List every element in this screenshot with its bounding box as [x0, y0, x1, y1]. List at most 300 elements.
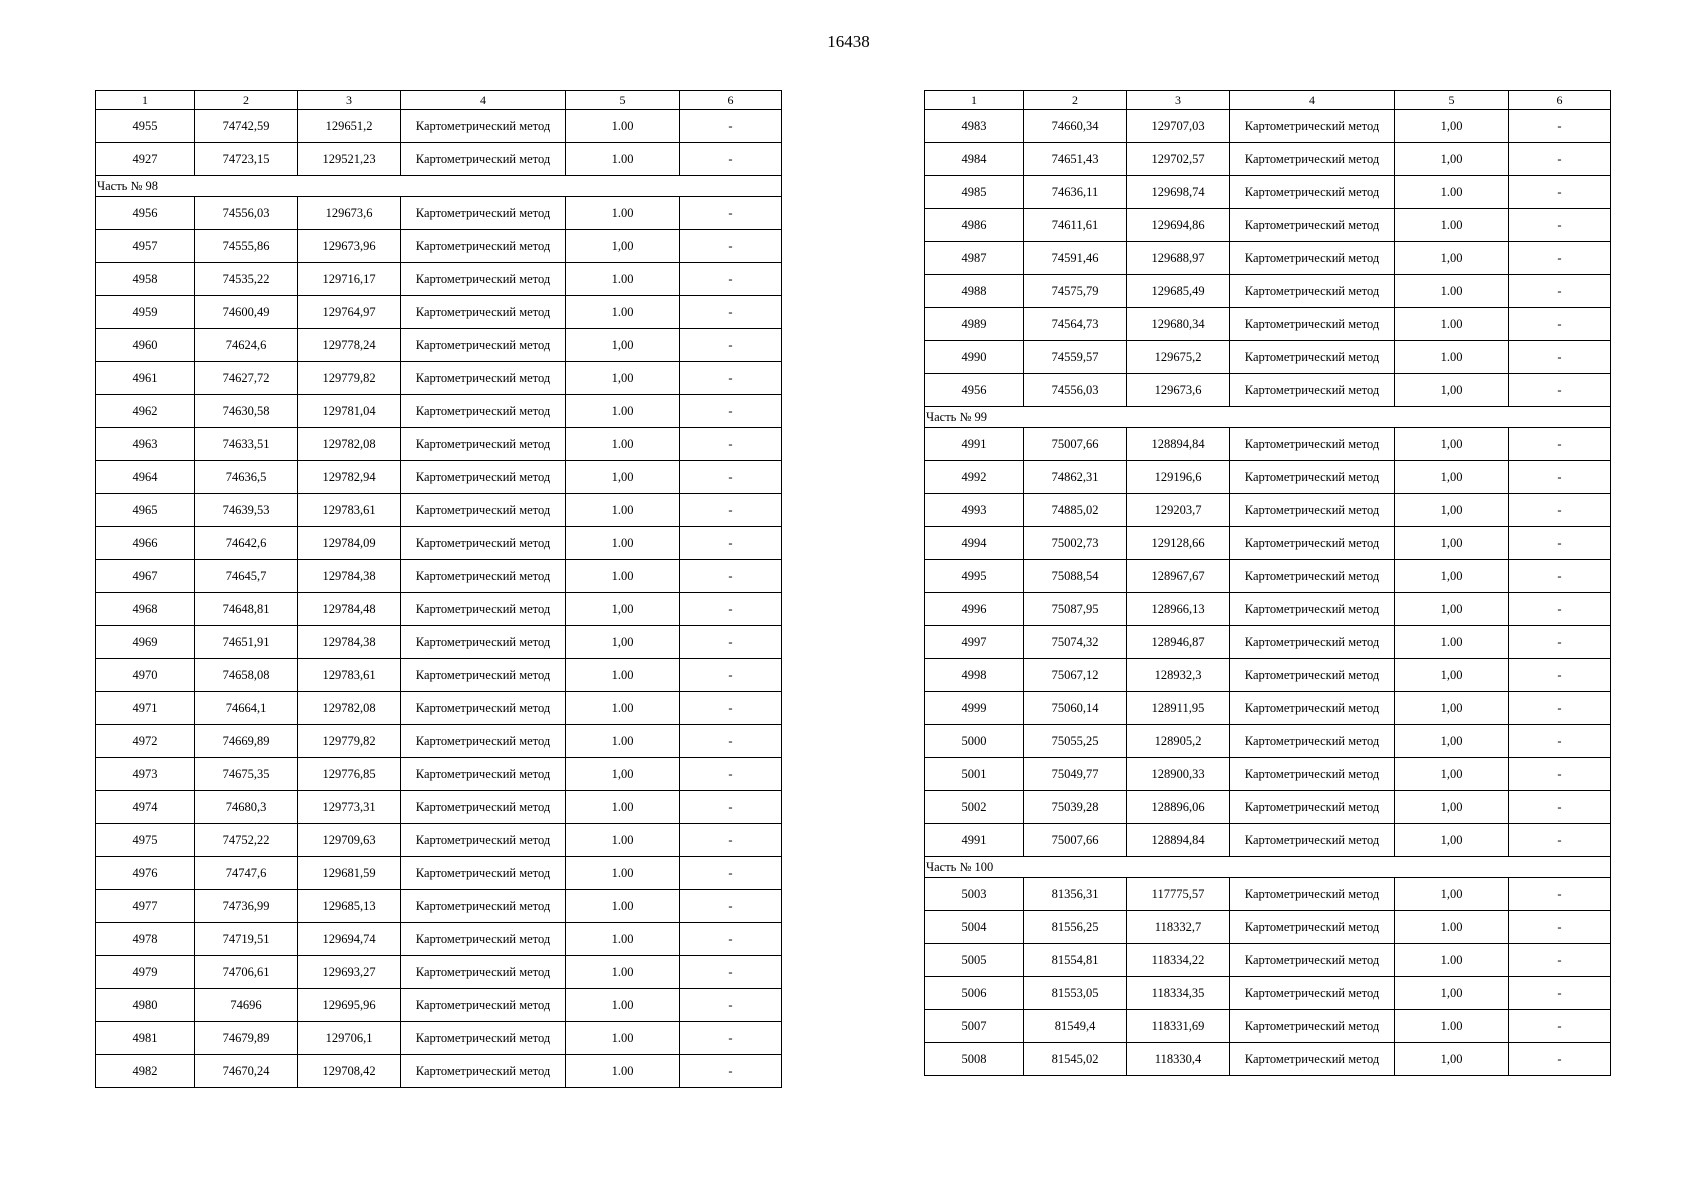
description-cell: - [680, 143, 782, 176]
x-coordinate-cell: 81545,02 [1024, 1043, 1127, 1076]
accuracy-cell: 1.00 [1395, 275, 1509, 308]
y-coordinate-cell: 128894,84 [1127, 824, 1230, 857]
description-cell: - [680, 659, 782, 692]
point-number-cell: 4975 [96, 824, 195, 857]
y-coordinate-cell: 118332,7 [1127, 911, 1230, 944]
y-coordinate-cell: 128967,67 [1127, 560, 1230, 593]
table-row [96, 725, 782, 758]
point-number-cell: 4996 [925, 593, 1024, 626]
method-cell: Картометрический метод [1230, 341, 1395, 374]
point-number-cell: 4997 [925, 626, 1024, 659]
x-coordinate-cell: 74675,35 [195, 758, 298, 791]
x-coordinate-cell: 74648,81 [195, 593, 298, 626]
accuracy-cell: 1.00 [566, 110, 680, 143]
table-row [96, 626, 782, 659]
column-header: 3 [298, 91, 401, 110]
method-cell: Картометрический метод [1230, 110, 1395, 143]
table-row [96, 296, 782, 329]
x-coordinate-cell: 74670,24 [195, 1055, 298, 1088]
accuracy-cell: 1.00 [1395, 176, 1509, 209]
table-row [925, 791, 1611, 824]
description-cell: - [1509, 659, 1611, 692]
method-cell: Картометрический метод [1230, 626, 1395, 659]
point-number-cell: 4982 [96, 1055, 195, 1088]
accuracy-cell: 1,00 [566, 329, 680, 362]
accuracy-cell: 1,00 [1395, 1043, 1509, 1076]
description-cell: - [1509, 428, 1611, 461]
accuracy-cell: 1,00 [566, 362, 680, 395]
method-cell: Картометрический метод [1230, 911, 1395, 944]
point-number-cell: 4990 [925, 341, 1024, 374]
description-cell: - [1509, 275, 1611, 308]
accuracy-cell: 1.00 [566, 824, 680, 857]
point-number-cell: 4961 [96, 362, 195, 395]
method-cell: Картометрический метод [401, 494, 566, 527]
x-coordinate-cell: 74591,46 [1024, 242, 1127, 275]
x-coordinate-cell: 74669,89 [195, 725, 298, 758]
x-coordinate-cell: 74556,03 [195, 197, 298, 230]
accuracy-cell: 1.00 [566, 890, 680, 923]
method-cell: Картометрический метод [401, 989, 566, 1022]
description-cell: - [680, 857, 782, 890]
method-cell: Картометрический метод [401, 230, 566, 263]
method-cell: Картометрический метод [401, 461, 566, 494]
y-coordinate-cell: 128911,95 [1127, 692, 1230, 725]
table-row [96, 1055, 782, 1088]
method-cell: Картометрический метод [401, 923, 566, 956]
point-number-cell: 5000 [925, 725, 1024, 758]
description-cell: - [680, 197, 782, 230]
point-number-cell: 4999 [925, 692, 1024, 725]
part-heading-row [925, 857, 1611, 878]
description-cell: - [1509, 176, 1611, 209]
x-coordinate-cell: 74633,51 [195, 428, 298, 461]
page-number: 16438 [827, 32, 870, 51]
method-cell: Картометрический метод [401, 428, 566, 461]
accuracy-cell: 1.00 [566, 725, 680, 758]
table-row [925, 977, 1611, 1010]
x-coordinate-cell: 74627,72 [195, 362, 298, 395]
description-cell: - [680, 230, 782, 263]
y-coordinate-cell: 129707,03 [1127, 110, 1230, 143]
point-number-cell: 4971 [96, 692, 195, 725]
x-coordinate-cell: 74723,15 [195, 143, 298, 176]
accuracy-cell: 1.00 [566, 659, 680, 692]
y-coordinate-cell: 129685,13 [298, 890, 401, 923]
table-row [96, 824, 782, 857]
method-cell: Картометрический метод [401, 659, 566, 692]
method-cell: Картометрический метод [1230, 527, 1395, 560]
point-number-cell: 4983 [925, 110, 1024, 143]
accuracy-cell: 1.00 [566, 1055, 680, 1088]
description-cell: - [680, 593, 782, 626]
y-coordinate-cell: 129783,61 [298, 659, 401, 692]
accuracy-cell: 1.00 [566, 1022, 680, 1055]
x-coordinate-cell: 74624,6 [195, 329, 298, 362]
y-coordinate-cell: 129779,82 [298, 362, 401, 395]
description-cell: - [680, 791, 782, 824]
description-cell: - [1509, 527, 1611, 560]
point-number-cell: 5005 [925, 944, 1024, 977]
method-cell: Картометрический метод [401, 626, 566, 659]
x-coordinate-cell: 74611,61 [1024, 209, 1127, 242]
method-cell: Картометрический метод [401, 725, 566, 758]
x-coordinate-cell: 75002,73 [1024, 527, 1127, 560]
description-cell: - [1509, 944, 1611, 977]
point-number-cell: 4956 [96, 197, 195, 230]
y-coordinate-cell: 129782,08 [298, 428, 401, 461]
method-cell: Картометрический метод [401, 527, 566, 560]
x-coordinate-cell: 74706,61 [195, 956, 298, 989]
accuracy-cell: 1,00 [1395, 692, 1509, 725]
description-cell: - [680, 989, 782, 1022]
y-coordinate-cell: 129688,97 [1127, 242, 1230, 275]
point-number-cell: 4955 [96, 110, 195, 143]
y-coordinate-cell: 129673,6 [298, 197, 401, 230]
point-number-cell: 4968 [96, 593, 195, 626]
point-number-cell: 4981 [96, 1022, 195, 1055]
column-header: 6 [1509, 91, 1611, 110]
column-header: 2 [1024, 91, 1127, 110]
y-coordinate-cell: 129709,63 [298, 824, 401, 857]
y-coordinate-cell: 118331,69 [1127, 1010, 1230, 1043]
point-number-cell: 4976 [96, 857, 195, 890]
column-header: 4 [1230, 91, 1395, 110]
accuracy-cell: 1,00 [1395, 878, 1509, 911]
column-header: 5 [566, 91, 680, 110]
accuracy-cell: 1.00 [1395, 626, 1509, 659]
method-cell: Картометрический метод [401, 758, 566, 791]
table-row [925, 911, 1611, 944]
y-coordinate-cell: 129698,74 [1127, 176, 1230, 209]
accuracy-cell: 1,00 [1395, 461, 1509, 494]
y-coordinate-cell: 129694,86 [1127, 209, 1230, 242]
method-cell: Картометрический метод [1230, 143, 1395, 176]
y-coordinate-cell: 129776,85 [298, 758, 401, 791]
method-cell: Картометрический метод [401, 263, 566, 296]
column-header: 3 [1127, 91, 1230, 110]
description-cell: - [1509, 692, 1611, 725]
description-cell: - [680, 362, 782, 395]
x-coordinate-cell: 81556,25 [1024, 911, 1127, 944]
x-coordinate-cell: 74747,6 [195, 857, 298, 890]
description-cell: - [680, 329, 782, 362]
table-body-right [925, 91, 1611, 1076]
description-cell: - [1509, 110, 1611, 143]
table-row [96, 197, 782, 230]
point-number-cell: 5001 [925, 758, 1024, 791]
table-row [925, 878, 1611, 911]
x-coordinate-cell: 75074,32 [1024, 626, 1127, 659]
accuracy-cell: 1,00 [1395, 242, 1509, 275]
y-coordinate-cell: 129673,6 [1127, 374, 1230, 407]
point-number-cell: 4979 [96, 956, 195, 989]
point-number-cell: 4978 [96, 923, 195, 956]
description-cell: - [680, 692, 782, 725]
x-coordinate-cell: 75088,54 [1024, 560, 1127, 593]
description-cell: - [680, 725, 782, 758]
table-row [96, 560, 782, 593]
x-coordinate-cell: 74742,59 [195, 110, 298, 143]
accuracy-cell: 1.00 [566, 956, 680, 989]
y-coordinate-cell: 129651,2 [298, 110, 401, 143]
x-coordinate-cell: 74680,3 [195, 791, 298, 824]
point-number-cell: 4984 [925, 143, 1024, 176]
part-heading-row [925, 407, 1611, 428]
part-heading: Часть № 99 [925, 407, 1611, 428]
y-coordinate-cell: 129784,38 [298, 626, 401, 659]
y-coordinate-cell: 129673,96 [298, 230, 401, 263]
y-coordinate-cell: 129706,1 [298, 1022, 401, 1055]
table-row [96, 395, 782, 428]
method-cell: Картометрический метод [401, 593, 566, 626]
y-coordinate-cell: 129521,23 [298, 143, 401, 176]
table-row [96, 494, 782, 527]
point-number-cell: 4959 [96, 296, 195, 329]
method-cell: Картометрический метод [401, 791, 566, 824]
x-coordinate-cell: 74564,73 [1024, 308, 1127, 341]
table-row [96, 956, 782, 989]
description-cell: - [1509, 461, 1611, 494]
accuracy-cell: 1,00 [566, 593, 680, 626]
table-header-row [925, 91, 1611, 110]
x-coordinate-cell: 81549,4 [1024, 1010, 1127, 1043]
y-coordinate-cell: 129784,48 [298, 593, 401, 626]
table-row [96, 692, 782, 725]
point-number-cell: 4986 [925, 209, 1024, 242]
accuracy-cell: 1.00 [566, 791, 680, 824]
accuracy-cell: 1.00 [566, 197, 680, 230]
x-coordinate-cell: 74642,6 [195, 527, 298, 560]
y-coordinate-cell: 129694,74 [298, 923, 401, 956]
accuracy-cell: 1.00 [566, 923, 680, 956]
method-cell: Картометрический метод [1230, 275, 1395, 308]
y-coordinate-cell: 128966,13 [1127, 593, 1230, 626]
description-cell: - [1509, 242, 1611, 275]
y-coordinate-cell: 118334,35 [1127, 977, 1230, 1010]
y-coordinate-cell: 129782,08 [298, 692, 401, 725]
point-number-cell: 5002 [925, 791, 1024, 824]
method-cell: Картометрический метод [401, 197, 566, 230]
description-cell: - [1509, 1010, 1611, 1043]
x-coordinate-cell: 74664,1 [195, 692, 298, 725]
table-row [96, 1022, 782, 1055]
description-cell: - [1509, 593, 1611, 626]
x-coordinate-cell: 75060,14 [1024, 692, 1127, 725]
method-cell: Картометрический метод [1230, 560, 1395, 593]
accuracy-cell: 1.00 [566, 296, 680, 329]
y-coordinate-cell: 129681,59 [298, 857, 401, 890]
description-cell: - [1509, 341, 1611, 374]
x-coordinate-cell: 74600,49 [195, 296, 298, 329]
accuracy-cell: 1.00 [1395, 1010, 1509, 1043]
y-coordinate-cell: 129196,6 [1127, 461, 1230, 494]
coordinates-table-left [95, 90, 782, 1088]
table-row [925, 275, 1611, 308]
method-cell: Картометрический метод [1230, 428, 1395, 461]
table-row [925, 725, 1611, 758]
y-coordinate-cell: 129784,38 [298, 560, 401, 593]
method-cell: Картометрический метод [1230, 824, 1395, 857]
y-coordinate-cell: 129203,7 [1127, 494, 1230, 527]
y-coordinate-cell: 128894,84 [1127, 428, 1230, 461]
x-coordinate-cell: 74679,89 [195, 1022, 298, 1055]
description-cell: - [680, 395, 782, 428]
x-coordinate-cell: 75007,66 [1024, 824, 1127, 857]
accuracy-cell: 1.00 [1395, 308, 1509, 341]
accuracy-cell: 1,00 [1395, 527, 1509, 560]
method-cell: Картометрический метод [1230, 593, 1395, 626]
accuracy-cell: 1.00 [1395, 911, 1509, 944]
method-cell: Картометрический метод [1230, 758, 1395, 791]
description-cell: - [1509, 560, 1611, 593]
description-cell: - [680, 956, 782, 989]
table-row [925, 242, 1611, 275]
table-row [96, 593, 782, 626]
x-coordinate-cell: 74556,03 [1024, 374, 1127, 407]
x-coordinate-cell: 81356,31 [1024, 878, 1127, 911]
description-cell: - [1509, 143, 1611, 176]
description-cell: - [680, 428, 782, 461]
accuracy-cell: 1,00 [1395, 824, 1509, 857]
x-coordinate-cell: 74575,79 [1024, 275, 1127, 308]
point-number-cell: 4965 [96, 494, 195, 527]
table-row [96, 758, 782, 791]
method-cell: Картометрический метод [1230, 791, 1395, 824]
table-row [96, 659, 782, 692]
accuracy-cell: 1.00 [1395, 209, 1509, 242]
point-number-cell: 4992 [925, 461, 1024, 494]
table-row [925, 110, 1611, 143]
description-cell: - [680, 263, 782, 296]
y-coordinate-cell: 129764,97 [298, 296, 401, 329]
table-row [96, 263, 782, 296]
y-coordinate-cell: 128905,2 [1127, 725, 1230, 758]
description-cell: - [1509, 494, 1611, 527]
x-coordinate-cell: 75007,66 [1024, 428, 1127, 461]
point-number-cell: 4966 [96, 527, 195, 560]
point-number-cell: 4994 [925, 527, 1024, 560]
description-cell: - [680, 110, 782, 143]
column-header: 2 [195, 91, 298, 110]
method-cell: Картометрический метод [1230, 1010, 1395, 1043]
y-coordinate-cell: 129779,82 [298, 725, 401, 758]
method-cell: Картометрический метод [1230, 209, 1395, 242]
point-number-cell: 4927 [96, 143, 195, 176]
point-number-cell: 4988 [925, 275, 1024, 308]
description-cell: - [1509, 374, 1611, 407]
method-cell: Картометрический метод [1230, 374, 1395, 407]
method-cell: Картометрический метод [401, 824, 566, 857]
description-cell: - [680, 1055, 782, 1088]
y-coordinate-cell: 129783,61 [298, 494, 401, 527]
description-cell: - [1509, 824, 1611, 857]
method-cell: Картометрический метод [401, 857, 566, 890]
method-cell: Картометрический метод [401, 329, 566, 362]
accuracy-cell: 1.00 [1395, 944, 1509, 977]
description-cell: - [680, 560, 782, 593]
table-row [925, 1010, 1611, 1043]
method-cell: Картометрический метод [1230, 242, 1395, 275]
column-header: 4 [401, 91, 566, 110]
method-cell: Картометрический метод [1230, 461, 1395, 494]
table-row [925, 308, 1611, 341]
table-row [96, 143, 782, 176]
method-cell: Картометрический метод [401, 692, 566, 725]
accuracy-cell: 1,00 [566, 461, 680, 494]
table-row [96, 791, 782, 824]
accuracy-cell: 1.00 [566, 143, 680, 176]
point-number-cell: 4998 [925, 659, 1024, 692]
part-heading: Часть № 100 [925, 857, 1611, 878]
accuracy-cell: 1,00 [1395, 725, 1509, 758]
table-row [96, 923, 782, 956]
x-coordinate-cell: 74636,5 [195, 461, 298, 494]
x-coordinate-cell: 75039,28 [1024, 791, 1127, 824]
y-coordinate-cell: 129716,17 [298, 263, 401, 296]
point-number-cell: 4989 [925, 308, 1024, 341]
point-number-cell: 5007 [925, 1010, 1024, 1043]
table-row [96, 989, 782, 1022]
x-coordinate-cell: 81553,05 [1024, 977, 1127, 1010]
method-cell: Картометрический метод [1230, 692, 1395, 725]
description-cell: - [680, 461, 782, 494]
column-header: 1 [96, 91, 195, 110]
point-number-cell: 4957 [96, 230, 195, 263]
method-cell: Картометрический метод [401, 1022, 566, 1055]
table-row [925, 626, 1611, 659]
x-coordinate-cell: 74885,02 [1024, 494, 1127, 527]
point-number-cell: 4991 [925, 824, 1024, 857]
x-coordinate-cell: 74658,08 [195, 659, 298, 692]
method-cell: Картометрический метод [1230, 977, 1395, 1010]
accuracy-cell: 1,00 [1395, 593, 1509, 626]
method-cell: Картометрический метод [1230, 1043, 1395, 1076]
point-number-cell: 4969 [96, 626, 195, 659]
y-coordinate-cell: 129675,2 [1127, 341, 1230, 374]
y-coordinate-cell: 128900,33 [1127, 758, 1230, 791]
table-row [96, 110, 782, 143]
point-number-cell: 4972 [96, 725, 195, 758]
table-row [925, 824, 1611, 857]
accuracy-cell: 1.00 [566, 692, 680, 725]
x-coordinate-cell: 74719,51 [195, 923, 298, 956]
description-cell: - [1509, 626, 1611, 659]
accuracy-cell: 1,00 [566, 626, 680, 659]
description-cell: - [1509, 791, 1611, 824]
y-coordinate-cell: 129702,57 [1127, 143, 1230, 176]
table-row [925, 176, 1611, 209]
description-cell: - [680, 494, 782, 527]
table-body-left [96, 91, 782, 1088]
table-row [925, 209, 1611, 242]
method-cell: Картометрический метод [1230, 494, 1395, 527]
description-cell: - [1509, 209, 1611, 242]
accuracy-cell: 1.00 [566, 263, 680, 296]
description-cell: - [680, 824, 782, 857]
table-row [925, 560, 1611, 593]
part-heading: Часть № 98 [96, 176, 782, 197]
x-coordinate-cell: 81554,81 [1024, 944, 1127, 977]
y-coordinate-cell: 117775,57 [1127, 878, 1230, 911]
description-cell: - [1509, 308, 1611, 341]
accuracy-cell: 1.00 [566, 560, 680, 593]
table-row [925, 143, 1611, 176]
accuracy-cell: 1,00 [1395, 110, 1509, 143]
table-row [96, 362, 782, 395]
point-number-cell: 4991 [925, 428, 1024, 461]
x-coordinate-cell: 74660,34 [1024, 110, 1127, 143]
